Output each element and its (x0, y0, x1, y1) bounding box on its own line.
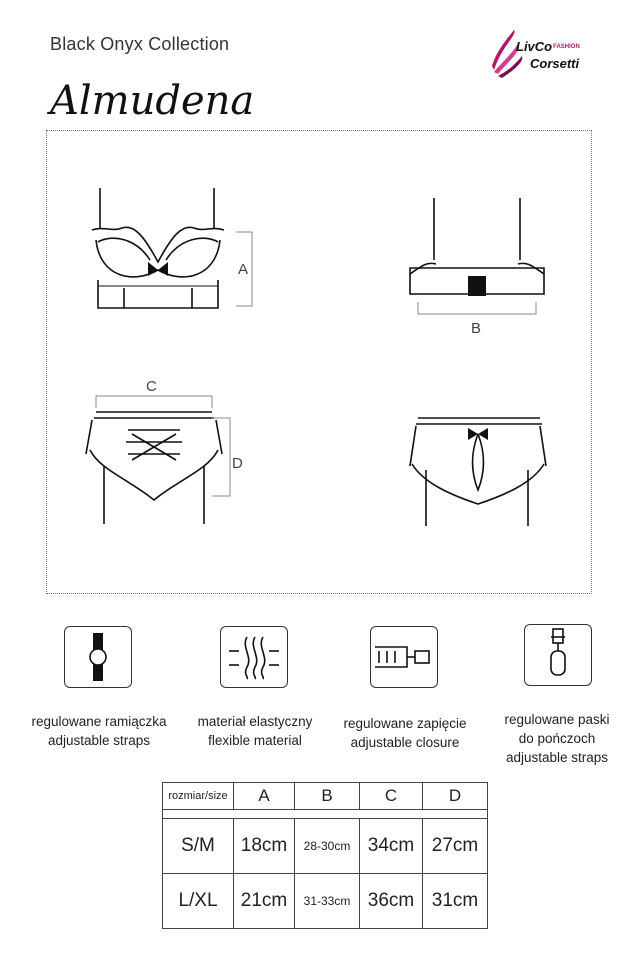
garter-clip-icon (524, 624, 592, 686)
table-cell: 18cm (234, 819, 295, 874)
collection-title: Black Onyx Collection (50, 34, 230, 54)
size-table-corner: rozmiar/size (163, 783, 234, 810)
brand-logo (488, 26, 603, 86)
size-column-b: B (295, 783, 360, 810)
size-label: L/XL (163, 874, 234, 929)
table-cell: 31-33cm (295, 874, 360, 929)
garter-back-sketch (404, 400, 554, 540)
size-column-d: D (423, 783, 488, 810)
size-label: S/M (163, 819, 234, 874)
table-cell: 36cm (360, 874, 423, 929)
table-spacer (163, 810, 488, 819)
feature-text-material (170, 712, 340, 750)
feature-line: adjustable straps (505, 750, 609, 765)
logo-text-top (516, 40, 580, 54)
table-cell: 34cm (360, 819, 423, 874)
feature-text-garter-straps (472, 710, 640, 767)
hook-closure-icon (370, 626, 438, 688)
dimension-label-c: C (146, 378, 157, 395)
table-cell: 31cm (423, 874, 488, 929)
size-table-header (163, 783, 488, 810)
feature-line: regulowane zapięcie (343, 716, 467, 731)
table-cell: 28-30cm (295, 819, 360, 874)
feature-line: regulowane paski (504, 712, 610, 727)
product-name: Almudena (50, 78, 255, 124)
dimension-label-d: D (232, 455, 243, 472)
logo-line1: LivCo (516, 39, 553, 54)
feature-line: do pończoch (518, 731, 596, 746)
table-cell: 21cm (234, 874, 295, 929)
table-row (163, 819, 488, 874)
dimension-label-b: B (471, 320, 482, 337)
feature-line: flexible material (208, 733, 302, 748)
size-table (162, 782, 488, 929)
feature-line: adjustable straps (47, 733, 151, 748)
feature-text-closure (320, 714, 490, 752)
dimension-label-a: A (238, 261, 249, 278)
feature-line: materiał elastyczny (197, 714, 313, 729)
bra-back-sketch (404, 190, 554, 320)
bra-front-sketch (84, 180, 274, 320)
logo-line2: Corsetti (530, 56, 580, 71)
logo-fashion: FASHION (553, 44, 580, 50)
table-cell: 27cm (423, 819, 488, 874)
feature-line: regulowane ramiączka (31, 714, 167, 729)
elastic-material-icon (220, 626, 288, 688)
strap-adjuster-icon (64, 626, 132, 688)
feature-text-straps (14, 712, 184, 750)
size-column-c: C (360, 783, 423, 810)
table-row (163, 874, 488, 929)
size-column-a: A (234, 783, 295, 810)
garter-front-sketch (80, 390, 250, 540)
feature-line: adjustable closure (350, 735, 460, 750)
